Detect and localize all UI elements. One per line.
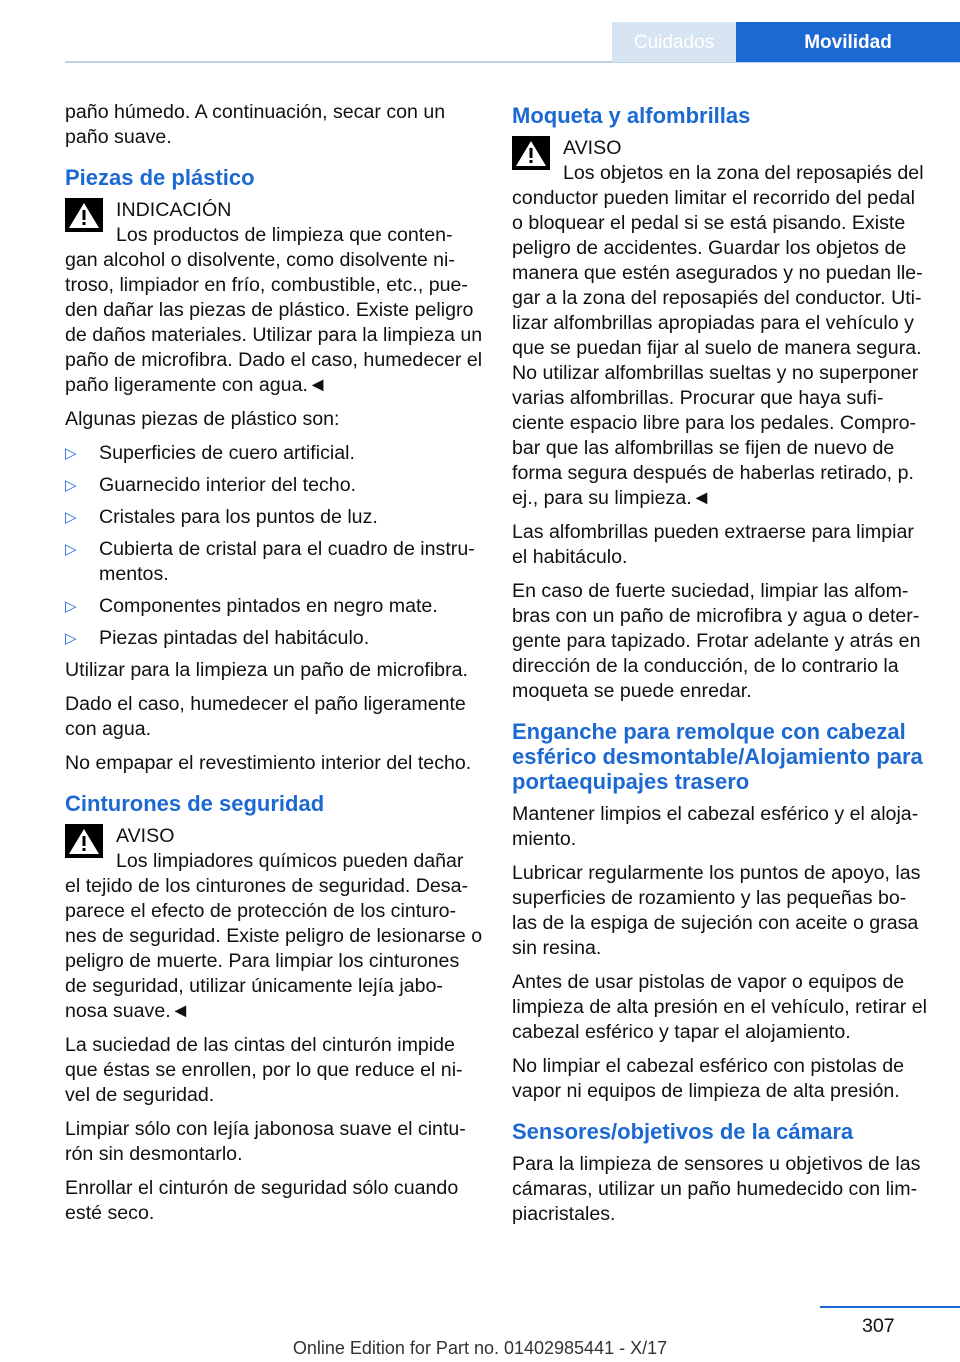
paragraph: Lubricar regularmente los puntos de apoyo, las superficies de rozamiento y las pequeñas bo‐ las de la espiga de sujeción con aceite o grasa sin resina. bbox=[512, 862, 921, 959]
warning-keyword: AVISO bbox=[116, 825, 175, 847]
paragraph: En caso de fuerte suciedad, limpiar las alfom‐ bras con un paño de microfibra y agua o deter‐ gente para tapizado. Frotar adelante y atrás en dirección de la conducción, de lo contrario la moqueta se puede enredar. bbox=[512, 580, 921, 702]
paragraph: Las alfombrillas pueden extraerse para limpiar el habitáculo. bbox=[512, 521, 914, 568]
list-item: ▷ Piezas pintadas del habitáculo. bbox=[65, 627, 370, 649]
warning-text-first-line: Los limpiadores químicos pueden dañar bbox=[116, 850, 464, 872]
tab-cuidados[interactable]: Cuidados bbox=[612, 22, 736, 62]
heading-cinturones: Cinturones de seguridad bbox=[65, 791, 325, 816]
paragraph: No limpiar el cabezal esférico con pistolas de vapor ni equipos de limpieza de alta presión. bbox=[512, 1055, 905, 1102]
paragraph: La suciedad de las cintas del cinturón impide que éstas se enrollen, por lo que reduce el ni‐ vel de seguridad. bbox=[65, 1034, 463, 1106]
heading-enganche: Enganche para remolque con cabezal esférico desmontable/Alojamiento para portaequipajes trasero bbox=[512, 719, 923, 794]
warning-triangle-icon bbox=[65, 824, 103, 858]
bullet-list bbox=[65, 441, 483, 651]
paragraph: Utilizar para la limpieza un paño de microfibra. bbox=[65, 659, 468, 681]
paragraph: Para la limpieza de sensores u objetivos de las cámaras, utilizar un paño humedecido con lim‐ piacristales. bbox=[512, 1153, 921, 1225]
list-item: ▷ Cristales para los puntos de luz. bbox=[65, 506, 378, 528]
intro-paragraph: paño húmedo. A continuación, secar con un paño suave. bbox=[65, 101, 446, 148]
warning-keyword: AVISO bbox=[563, 137, 622, 159]
bullet-triangle-icon: ▷ bbox=[65, 541, 77, 558]
warning-text: gan alcohol o disolvente, como disolvente ni‐ troso, limpiador en frío, combustible, etc., pue‐ den dañar las piezas de plástico. Existe peligro de daños materiales. Utilizar para la limpieza un paño de microfibra. Dado el caso, humedecer el paño ligeramente con agua.◄ bbox=[65, 249, 483, 396]
paragraph: Antes de usar pistolas de vapor o equipos de limpieza de alta presión en el vehículo, retirar el cabezal esférico y tapar el alojamiento. bbox=[512, 971, 927, 1043]
list-item: ▷ Cubierta de cristal para el cuadro de instru‐ mentos. bbox=[65, 538, 475, 585]
bullet-triangle-icon: ▷ bbox=[65, 630, 77, 647]
warning-block bbox=[65, 824, 483, 1024]
warning-block bbox=[65, 198, 483, 398]
paragraph: Dado el caso, humedecer el paño ligeramente con agua. bbox=[65, 693, 466, 740]
bullet-triangle-icon: ▷ bbox=[65, 598, 77, 615]
list-item: ▷ Componentes pintados en negro mate. bbox=[65, 595, 438, 617]
edition-footer: Online Edition for Part no. 01402985441 - X/17 bbox=[292, 1338, 668, 1358]
list-item: ▷ Superficies de cuero artificial. bbox=[65, 442, 355, 464]
heading-piezas-plastico: Piezas de plástico bbox=[65, 165, 255, 190]
page-number: 307 bbox=[862, 1315, 895, 1337]
tab-movilidad[interactable]: Movilidad bbox=[736, 22, 960, 62]
paragraph: No empapar el revestimiento interior del techo. bbox=[65, 752, 472, 774]
warning-triangle-icon bbox=[512, 136, 550, 170]
paragraph: Limpiar sólo con lejía jabonosa suave el cintu‐ rón sin desmontarlo. bbox=[65, 1118, 466, 1165]
heading-moqueta: Moqueta y alfombrillas bbox=[512, 103, 751, 128]
list-intro: Algunas piezas de plástico son: bbox=[65, 408, 340, 430]
heading-sensores: Sensores/objetivos de la cámara bbox=[512, 1119, 854, 1144]
warning-text: el tejido de los cinturones de seguridad. Desa‐ parece el efecto de protección de los cinturo‐ nes de seguridad. Existe peligro de lesionarse o peligro de muerte. Para limpiar los cinturones de seguridad, utilizar únicamente lejía jabo‐ nosa suave.◄ bbox=[65, 875, 483, 1022]
warning-text: conductor pueden limitar el recorrido del pedal o bloquear el pedal si se está pisando. Existe peligro de accidentes. Guardar los objetos de manera que estén asegurados y no puedan lle‐ gar a la zona del reposapiés del conductor. Uti‐ lizar alfombrillas apropiadas para el vehículo y que se puedan fijar al suelo de manera segura. No utilizar alfombrillas sueltas y no superponer varias alfombrillas. Procurar que haya sufi‐ ciente espacio libre para los pedales. Compro‐ bar que las alfombrillas se fijen de nuevo de forma segura después de haberlas retirado, p. ej., para su limpieza.◄ bbox=[512, 187, 923, 509]
warning-block bbox=[512, 136, 928, 511]
left-column bbox=[65, 100, 483, 1235]
warning-triangle-icon bbox=[65, 198, 103, 232]
bullet-triangle-icon: ▷ bbox=[65, 445, 77, 462]
right-column bbox=[512, 100, 928, 1236]
paragraph: Enrollar el cinturón de seguridad sólo cuando esté seco. bbox=[65, 1177, 459, 1224]
footer-rule bbox=[820, 1306, 960, 1308]
warning-text-first-line: Los objetos en la zona del reposapiés del bbox=[563, 162, 924, 184]
bullet-triangle-icon: ▷ bbox=[65, 477, 77, 494]
list-item: ▷ Guarnecido interior del techo. bbox=[65, 474, 357, 496]
warning-text-first-line: Los productos de limpieza que conten‐ bbox=[116, 224, 453, 246]
bullet-triangle-icon: ▷ bbox=[65, 509, 77, 526]
warning-keyword: INDICACIÓN bbox=[116, 199, 232, 221]
paragraph: Mantener limpios el cabezal esférico y el aloja‐ miento. bbox=[512, 803, 919, 850]
